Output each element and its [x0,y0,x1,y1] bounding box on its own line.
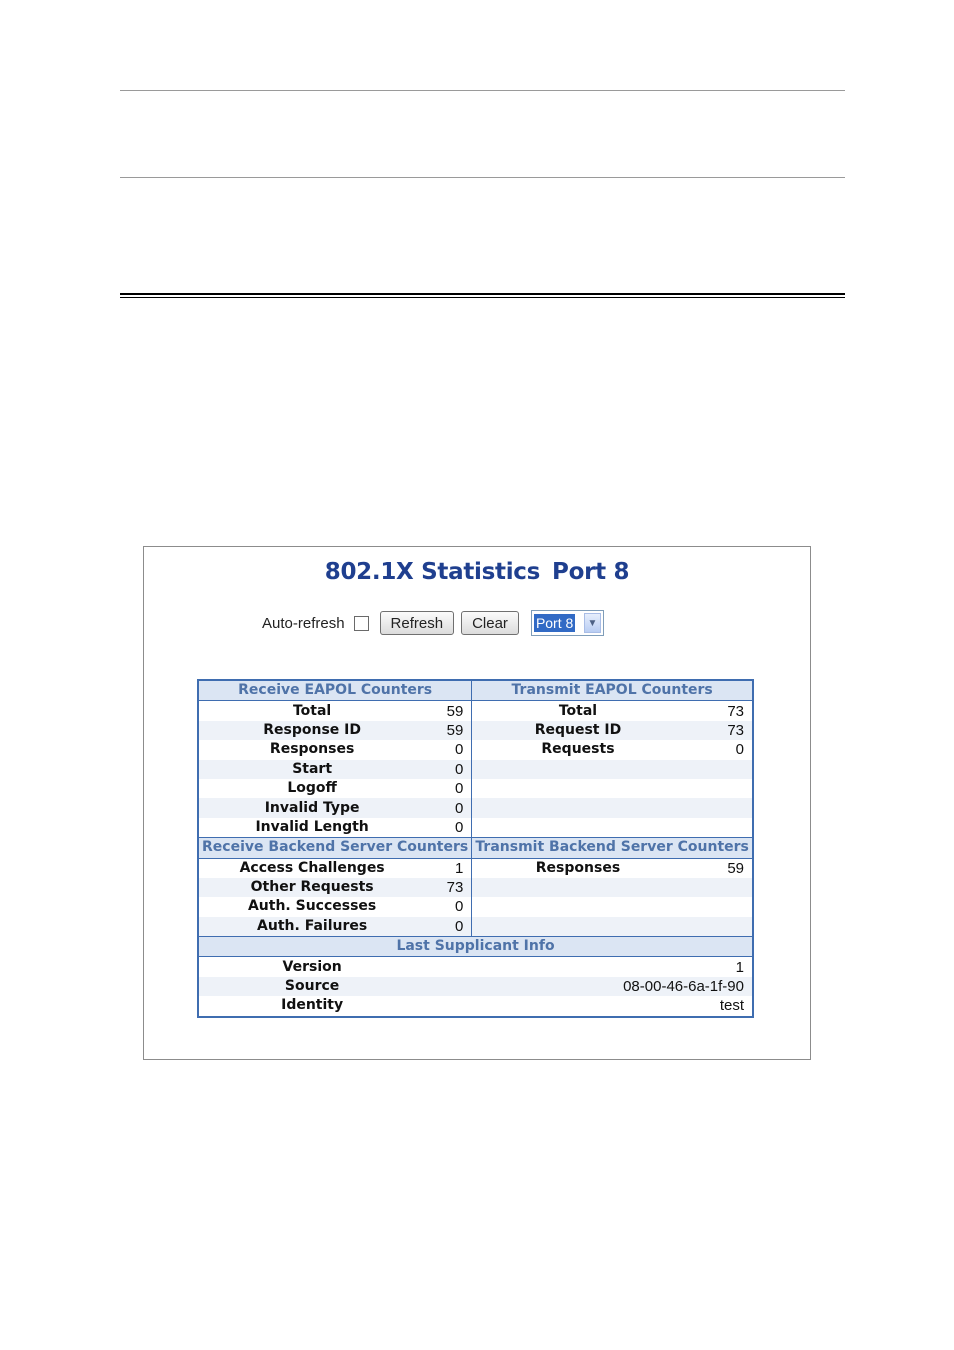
row-label: Auth. Failures [198,917,425,937]
row-label: Invalid Length [198,818,425,838]
supplicant-header: Last Supplicant Info [198,937,753,957]
row-label: Responses [198,740,425,759]
receive-eapol-header: Receive EAPOL Counters [198,680,472,701]
top-rule [120,90,845,91]
row-label: Auth. Successes [198,897,425,916]
table-row [198,897,753,916]
row-label: Version [198,957,425,977]
table-row [198,917,753,937]
row-value: 73 [425,878,472,897]
port-select-value: Port 8 [535,615,574,631]
page-title [144,559,810,585]
auto-refresh-checkbox[interactable] [354,616,369,631]
row-label: Request ID [472,721,684,740]
section-rule-thin [120,297,845,298]
row-label: Response ID [198,721,425,740]
refresh-button[interactable]: Refresh [380,611,455,635]
row-value: 0 [425,897,472,916]
row-value: 1 [425,957,753,977]
statistics-panel [143,546,811,1060]
row-label: Other Requests [198,878,425,897]
table-row [198,798,753,817]
row-label: Total [472,701,684,721]
row-value: 0 [425,917,472,937]
row-value: 1 [425,858,472,878]
row-label: Responses [472,858,684,878]
row-value: 59 [684,858,753,878]
row-value: 0 [684,740,753,759]
row-value: 08-00-46-6a-1f-90 [425,977,753,996]
transmit-eapol-header: Transmit EAPOL Counters [472,680,753,701]
port-select[interactable] [531,610,604,636]
row-label: Invalid Type [198,798,425,817]
transmit-backend-header: Transmit Backend Server Counters [472,838,753,858]
row-value: 59 [425,721,472,740]
table-row [198,957,753,977]
row-value: 0 [425,779,472,798]
table-row [198,721,753,740]
table-row [198,996,753,1016]
receive-backend-header: Receive Backend Server Counters [198,838,472,858]
row-value: 59 [425,701,472,721]
row-value: 73 [684,701,753,721]
row-value: 0 [425,798,472,817]
second-rule [120,177,845,178]
chevron-down-icon[interactable]: ▼ [584,613,601,633]
row-label: Requests [472,740,684,759]
table-row [198,818,753,838]
statistics-table [197,679,754,1018]
section-rule-thick [120,293,845,295]
table-row [198,760,753,779]
page-title-port: Port 8 [552,559,630,585]
toolbar [262,609,604,637]
clear-button[interactable]: Clear [461,611,519,635]
row-label: Identity [198,996,425,1016]
table-row [198,740,753,759]
row-label: Access Challenges [198,858,425,878]
table-row [198,878,753,897]
auto-refresh-label: Auto-refresh [262,614,345,632]
table-row [198,701,753,721]
row-label: Logoff [198,779,425,798]
row-value: 73 [684,721,753,740]
table-row [198,977,753,996]
row-label: Source [198,977,425,996]
table-row [198,858,753,878]
page-title-main: 802.1X Statistics [324,559,541,585]
row-value: test [425,996,753,1016]
row-value: 0 [425,760,472,779]
row-label: Total [198,701,425,721]
table-row [198,779,753,798]
row-label: Start [198,760,425,779]
row-value: 0 [425,818,472,838]
row-value: 0 [425,740,472,759]
